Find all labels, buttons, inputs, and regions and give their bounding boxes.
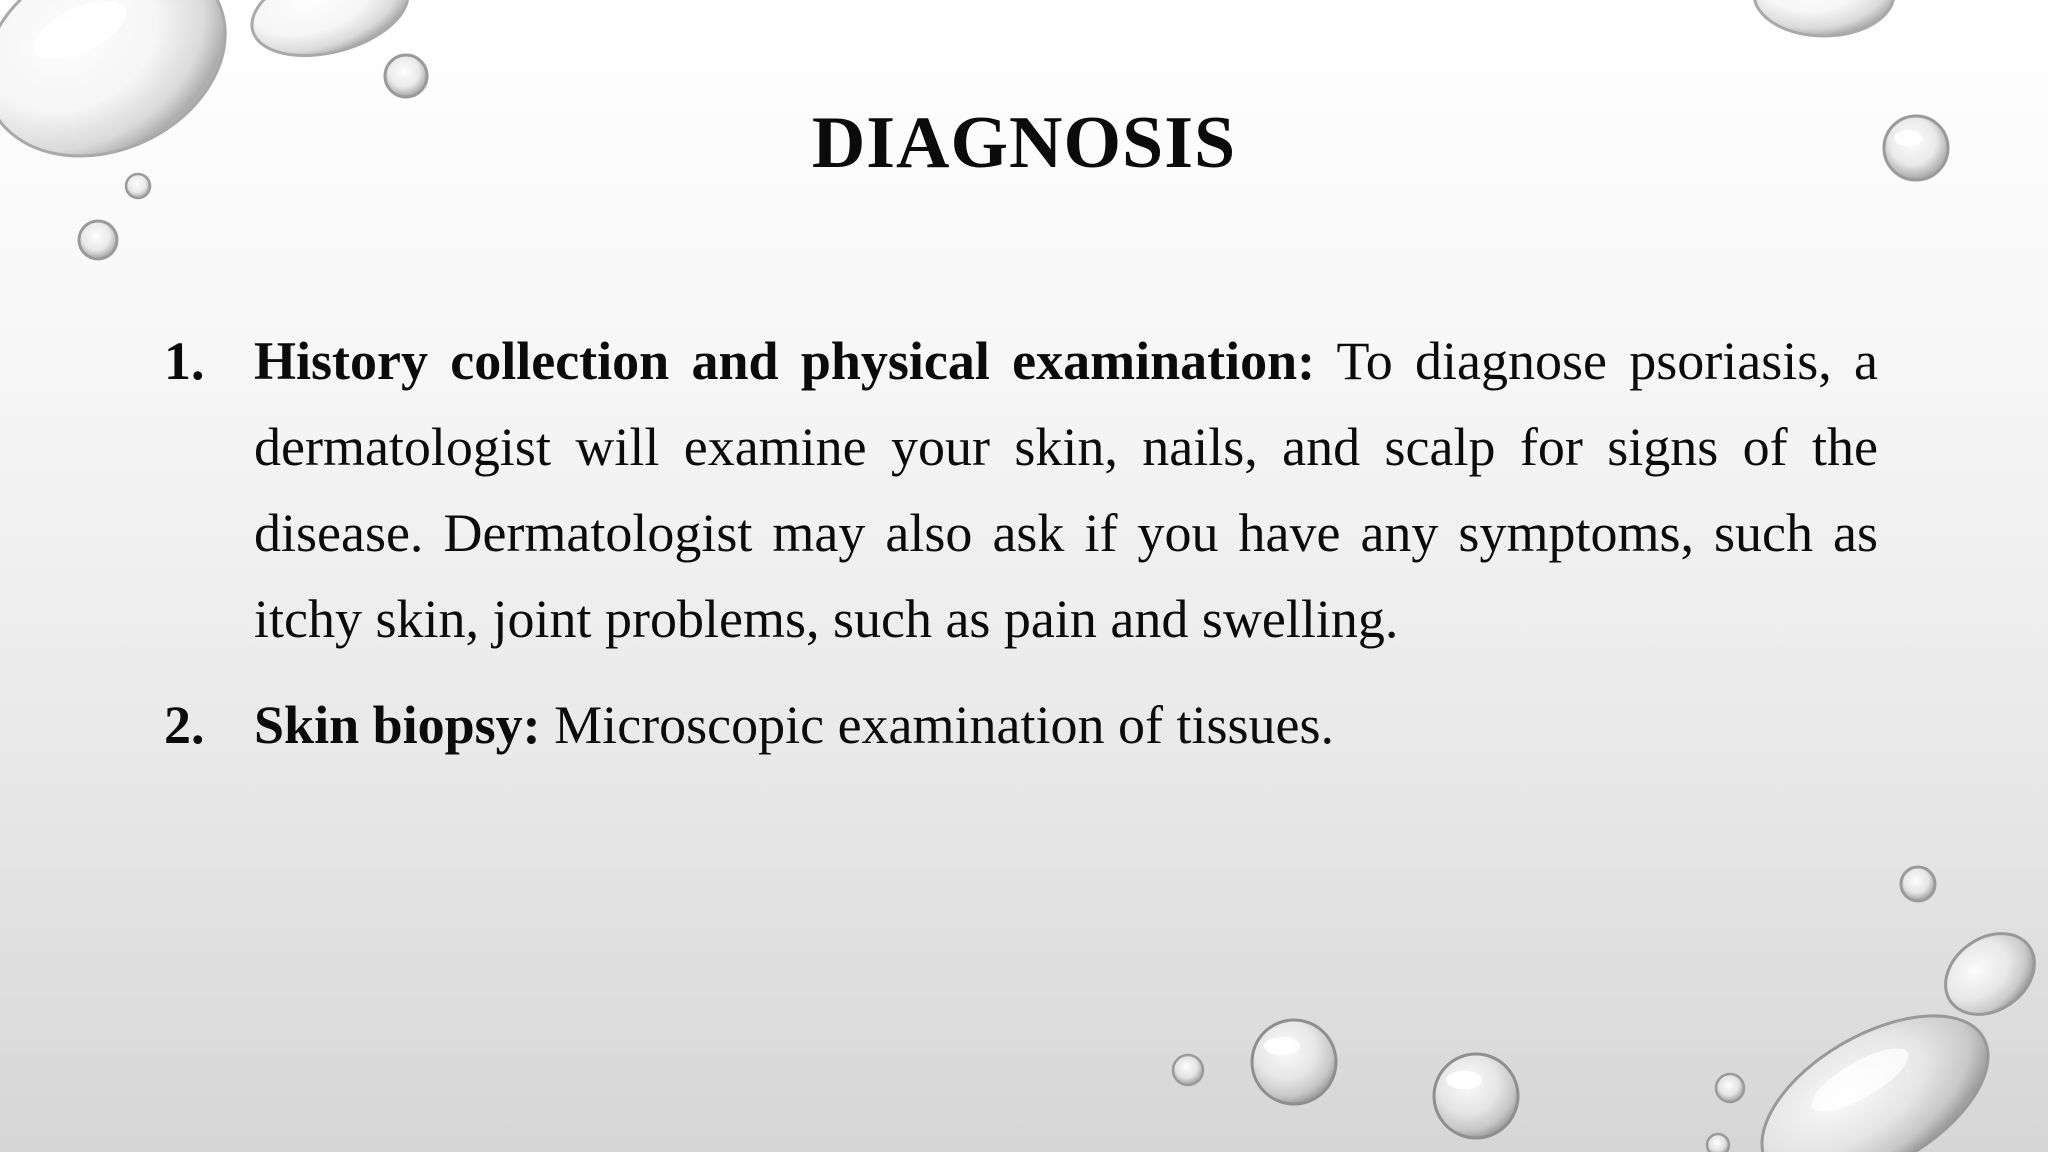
water-drop [1252,1020,1336,1104]
water-drop [1707,1134,1729,1152]
water-drop [385,55,427,97]
list-item-text: To diagnose psoriasis, a dermatologist will examine your skin, nails, and scalp for signs of the disease. Dermatologist may also ask if you have any symptoms, such as itchy skin, joint problems, such as pain and swelling. [254,331,1878,649]
water-drop [1734,981,2016,1152]
water-drop [79,221,117,259]
diagnosis-list [164,318,1878,788]
water-drop [1754,0,1894,36]
list-item-heading: History collection and physical examination: [254,331,1316,391]
water-drop [1930,917,2048,1031]
list-item-heading: Skin biopsy: [254,695,541,755]
water-drop [1716,1074,1744,1102]
list-item [164,682,1878,768]
list-item-text: Microscopic examination of tissues. [540,695,1335,755]
slide-title: DIAGNOSIS [811,102,1237,184]
list-item [164,318,1878,662]
water-drop [1434,1054,1518,1138]
water-drop [1173,1055,1203,1085]
list-item-number: 1. [164,331,205,391]
list-item-body [254,318,1878,662]
water-drop [1901,867,1935,901]
list-item-number: 2. [164,695,205,755]
list-item-body [254,682,1878,768]
water-drop [242,0,418,71]
